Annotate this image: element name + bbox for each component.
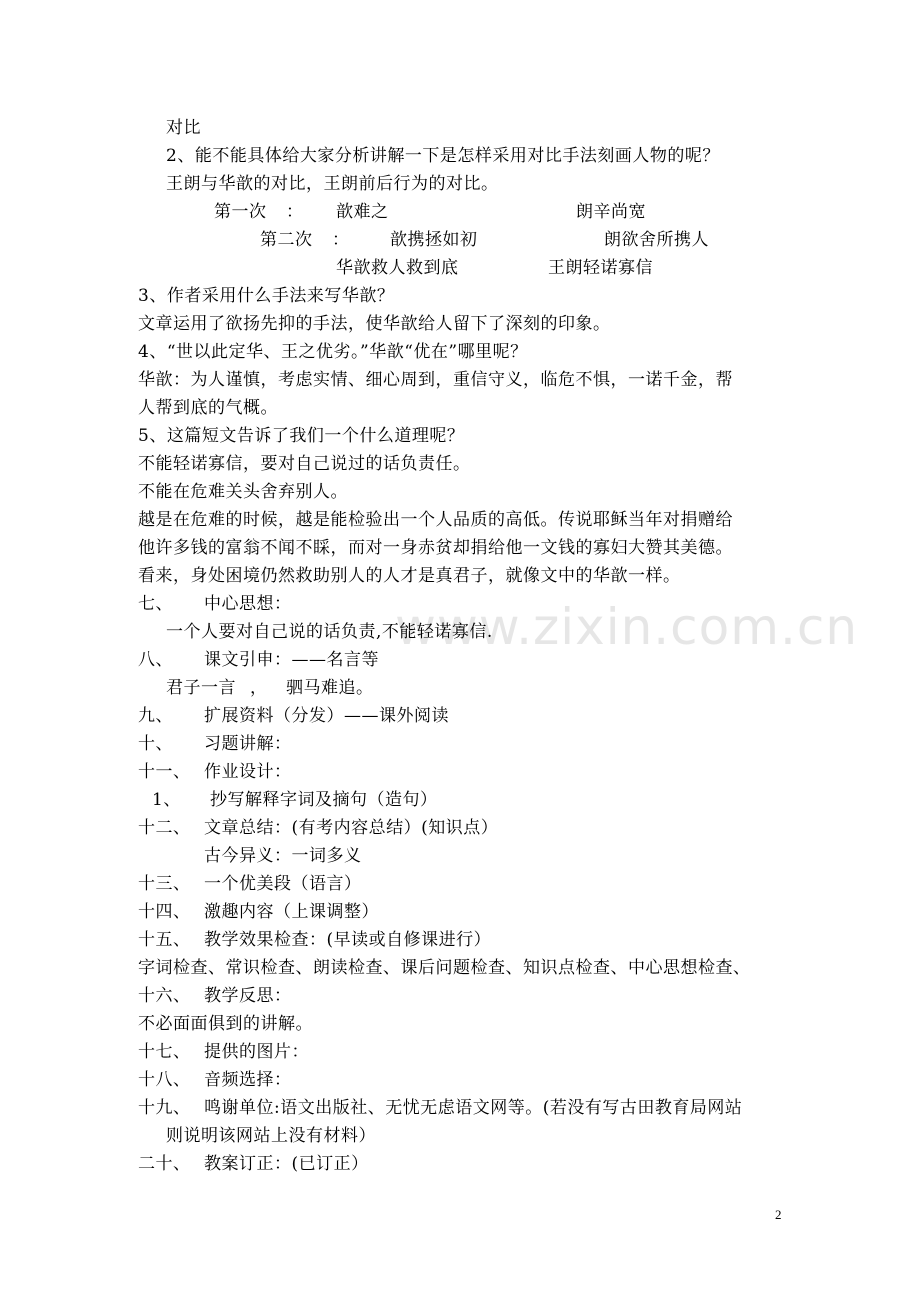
section-number: 十五、 [138,930,191,950]
text-line: 5、这篇短文告诉了我们一个什么道理呢？ [138,426,465,446]
text-line: 1、 [152,790,181,810]
page-number: 2 [775,1207,782,1222]
text-line: 人帮到底的气概。 [138,398,278,418]
section-number: 十、 [138,734,173,754]
section-number: 七、 [138,594,173,614]
text-line: 不能在危难关头舍弃别人。 [138,482,348,502]
text-line: 对比 [166,118,201,138]
section-number: 十九、 [138,1098,191,1118]
section-heading: 音频选择： [204,1070,292,1090]
text-line: 不必面面俱到的讲解。 [138,1014,313,1034]
section-number: 八、 [138,650,173,670]
text-line: 华歆救人救到底 [336,258,459,278]
watermark: www.zixin.com.cn [395,598,859,656]
section-heading: 作业设计： [204,762,292,782]
text-line: 第一次 [214,202,267,222]
text-line: 王朗轻诺寡信 [548,258,653,278]
section-heading: 中心思想： [204,594,292,614]
section-heading: 教学效果检查：(早读或自修课进行） [204,930,492,950]
text-line: ， [250,678,268,698]
section-number: 九、 [138,706,173,726]
section-number: 二十、 [138,1154,191,1174]
text-line: 字词检查、常识检查、朗读检查、课后问题检查、知识点检查、中心思想检查、 [138,958,751,978]
section-heading: 文章总结：(有考内容总结）(知识点） [204,818,499,838]
text-line: 王朗与华歆的对比，王朗前后行为的对比。 [166,174,499,194]
text-line: 3、作者采用什么手法来写华歆？ [138,286,395,306]
text-line: 一个人要对自己说的话负责,不能轻诺寡信. [166,622,493,642]
section-number: 十七、 [138,1042,191,1062]
section-heading: 习题讲解： [204,734,292,754]
section-number: 十八、 [138,1070,191,1090]
text-line: ： [332,230,350,250]
section-heading: 一个优美段（语言） [204,874,362,894]
text-line: 4、“世以此定华、王之优劣。”华歆“优在”哪里呢？ [138,342,528,362]
section-heading: 激趣内容（上课调整） [204,902,379,922]
section-heading: 课文引申：——名言等 [204,650,379,670]
text-line: 朗辛尚宽 [576,202,646,222]
section-number: 十四、 [138,902,191,922]
section-number: 十二、 [138,818,191,838]
section-number: 十六、 [138,986,191,1006]
text-line: 越是在危难的时候，越是能检验出一个人品质的高低。传说耶稣当年对捐赠给 [138,510,733,530]
text-line: 2、能不能具体给大家分析讲解一下是怎样采用对比手法刻画人物的呢？ [166,146,720,166]
section-heading: 扩展资料（分发）——课外阅读 [204,706,449,726]
text-line: 华歆：为人谨慎，考虑实情、细心周到，重信守义，临危不惧，一诺千金，帮 [138,370,733,390]
section-number: 十一、 [138,762,191,782]
section-heading: 教案订正：(已订正） [204,1154,369,1174]
section-heading: 提供的图片： [204,1042,309,1062]
text-line: 朗欲舍所携人 [604,230,709,250]
text-line: 歆携拯如初 [390,230,478,250]
section-heading: 教学反思： [204,986,292,1006]
text-line: 不能轻诺寡信，要对自己说过的话负责任。 [138,454,471,474]
text-line: 君子一言 [166,678,236,698]
text-line: 他许多钱的富翁不闻不睬，而对一身赤贫却捐给他一文钱的寡妇大赞其美德。 [138,538,733,558]
section-heading: 鸣谢单位:语文出版社、无忧无虑语文网等。(若没有写古田教育局网站 [204,1098,743,1118]
text-line: 古今异义：一词多义 [204,846,362,866]
section-number: 十三、 [138,874,191,894]
text-line: 第二次 [260,230,313,250]
text-line: 歆难之 [336,202,389,222]
text-line: ： [286,202,304,222]
text-line: 看来，身处困境仍然救助别人的人才是真君子，就像文中的华歆一样。 [138,566,681,586]
text-line: 则说明该网站上没有材料） [166,1126,376,1146]
text-line: 文章运用了欲扬先抑的手法，使华歆给人留下了深刻的印象。 [138,314,611,334]
text-line: 驷马难追。 [286,678,374,698]
text-line: 抄写解释字词及摘句（造句） [210,790,438,810]
